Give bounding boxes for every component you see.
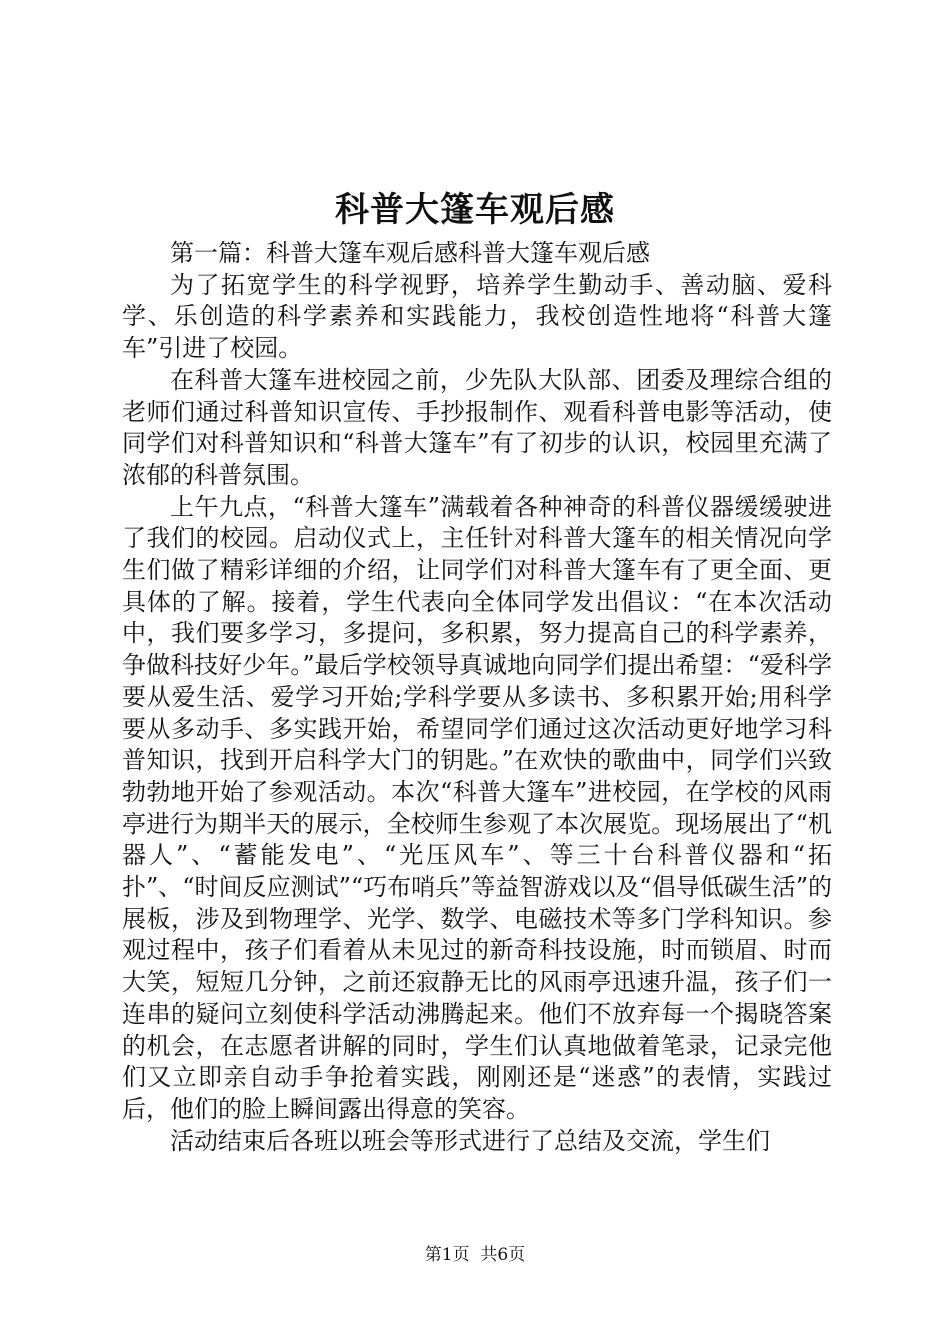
section-heading: 第一篇：科普大篷车观后感科普大篷车观后感 <box>170 239 650 267</box>
document-body <box>122 238 832 1157</box>
paragraph-1: 为了拓宽学生的科学视野，培养学生勤动手、善动脑、爱科学、乐创造的科学素养和实践能力，我校创造性地将“科普大篷车”引进了校园。 <box>122 270 832 363</box>
page-number: 第1页 <box>424 1245 470 1265</box>
paragraph-3: 上午九点，“科普大篷车”满载着各种神奇的科普仪器缓缓驶进了我们的校园。启动仪式上，主任针对科普大篷车的相关情况向学生们做了精彩详细的介绍，让同学们对科普大篷车有了更全面、更具体的了解。接着，学生代表向全体同学发出倡议：“在本次活动中，我们要多学习，多提问，多积累，努力提高自己的科学素养，争做科技好少年。”最后学校领导真诚地向同学们提出希望：“爱科学要从爱生活、爱学习开始;学科学要从多读书、多积累开始;用科学要从多动手、多实践开始，希望同学们通过这次活动更好地学习科普知识，找到开启科学大门的钥匙。”在欢快的歌曲中，同学们兴致勃勃地开始了参观活动。本次“科普大篷车”进校园，在学校的风雨亭进行为期半天的展示，全校师生参观了本次展览。现场展出了“机器人”、“蓄能发电”、“光压风车”、等三十台科普仪器和“拓扑”、“时间反应测试”“巧布哨兵”等益智游戏以及“倡导低碳生活”的展板，涉及到物理学、光学、数学、电磁技术等多门学科知识。参观过程中，孩子们看着从未见过的新奇科技设施，时而锁眉、时而大笑，短短几分钟，之前还寂静无比的风雨亭迅速升温，孩子们一连串的疑问立刻使科学活动沸腾起来。他们不放弃每一个揭晓答案的机会，在志愿者讲解的同时，学生们认真地做着笔录，记录完他们又立即亲自动手争抢着实践，刚刚还是“迷惑”的表情，实践过后，他们的脸上瞬间露出得意的笑容。 <box>122 492 832 1123</box>
paragraph-4: 活动结束后各班以班会等形式进行了总结及交流，学生们 <box>170 1126 770 1155</box>
paragraph-2: 在科普大篷车进校园之前，少先队大队部、团委及理综合组的老师们通过科普知识宣传、手抄报制作、观看科普电影等活动，使同学们对科普知识和“科普大篷车”有了初步的认识，校园里充满了浓郁的科普氛围。 <box>122 365 832 489</box>
page-total: 共6页 <box>480 1245 526 1265</box>
document-title: 科普大篷车观后感 <box>335 190 615 230</box>
page-footer <box>0 1244 950 1266</box>
